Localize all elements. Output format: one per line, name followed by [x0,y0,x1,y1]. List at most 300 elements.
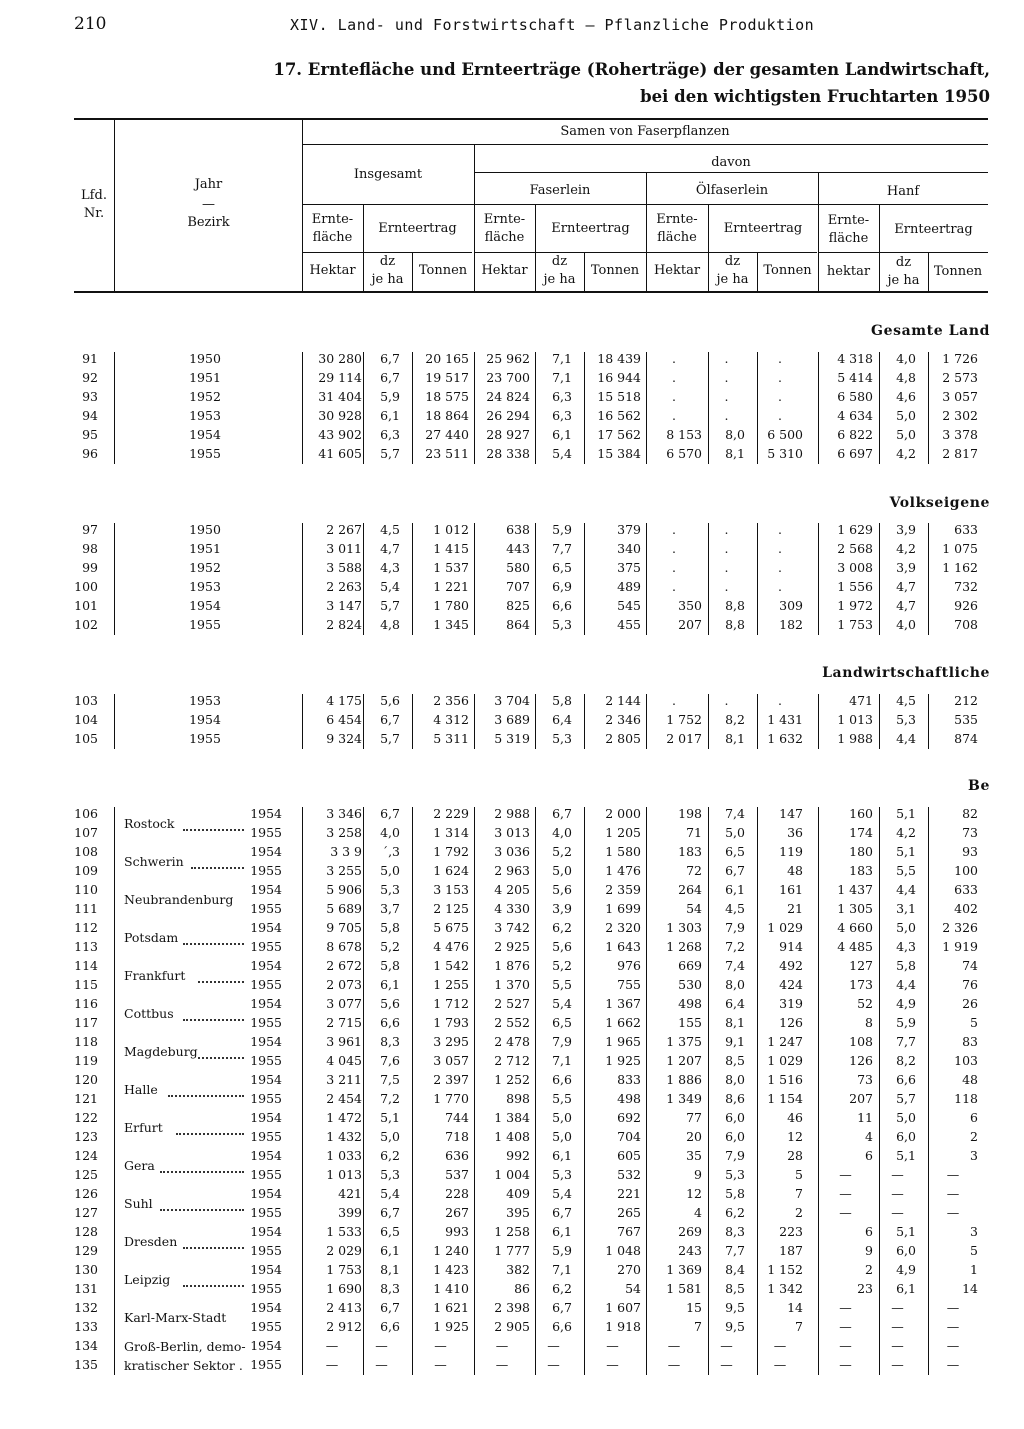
cell-value: 3 742 [494,920,530,935]
cell-value: 2 398 [494,1300,530,1315]
bezirk-name: Gera [124,1158,155,1173]
cell-value: 455 [617,617,641,632]
cell-value: — [547,1357,560,1372]
cell-value: 5,0 [552,1129,572,1144]
cell-value: 1 690 [326,1281,362,1296]
cell-value: 2 017 [666,731,702,746]
cell-value: 708 [954,617,978,632]
cell-value: 669 [678,958,702,973]
row-number: 135 [74,1357,98,1372]
cell-value: 76 [962,977,978,992]
cell-value: 1 516 [767,1072,803,1087]
row-number: 103 [74,693,98,708]
cell-value: 5,7 [896,1091,916,1106]
cell-value: 6 697 [837,446,873,461]
cell-value: 6,5 [552,1015,572,1030]
row-number: 119 [74,1053,98,1068]
cell-value: 5,5 [896,863,916,878]
cell-value: — [946,1205,960,1220]
cell-value: 1 780 [433,598,469,613]
section-label: Be [968,778,990,794]
cell-value: 8,5 [725,1281,745,1296]
cell-value: 6 [970,1110,978,1125]
cell-value: 1 432 [326,1129,362,1144]
cell-value: 718 [445,1129,469,1144]
cell-value: 5,8 [552,693,572,708]
cell-value: 5,5 [552,977,572,992]
row-number: 108 [74,844,98,859]
cell-value: 12 [686,1186,702,1201]
row-number: 96 [82,446,98,461]
bezirk-name: Rostock [124,816,175,831]
cell-value: — [839,1338,852,1353]
cell-value: 6,7 [380,1300,400,1315]
row-year: 1955 [250,1357,282,1372]
cell-value: 530 [678,977,702,992]
header-ernteertrag-2: Ernteertrag [551,221,630,236]
cell-value: 2 905 [494,1319,530,1334]
cell-value: 12 [787,1129,803,1144]
cell-value: 4,9 [896,1262,916,1277]
cell-value: 19 517 [425,370,469,385]
header-erntefl-3b: fläche [657,230,697,245]
cell-value: 8,1 [725,446,745,461]
cell-value: 5 310 [767,446,803,461]
cell-value: 183 [678,844,702,859]
cell-value: 1 029 [767,1053,803,1068]
cell-value: 7,4 [725,806,745,821]
header-bottom-rule [74,291,988,293]
cell-value: 7,6 [380,1053,400,1068]
cell-value: 6,2 [552,1281,572,1296]
cell-value: 4,2 [896,825,916,840]
cell-value: 5,8 [896,958,916,973]
cell-value: 4 045 [326,1053,362,1068]
cell-value: . [724,522,729,537]
cell-value: 26 294 [486,408,530,423]
cell-value: — [495,1357,509,1372]
cell-value: 3 057 [942,389,978,404]
cell-value: 1 255 [433,977,469,992]
cell-value: . [778,408,782,423]
cell-value: 41 605 [318,446,362,461]
cell-value: 4,4 [896,731,916,746]
bezirk-name: Suhl [124,1196,153,1211]
cell-value: 1 162 [942,560,978,575]
dot-leader [198,981,244,983]
row-number: 91 [82,351,98,366]
cell-value: 1 770 [433,1091,469,1106]
cell-value: 1 410 [433,1281,469,1296]
cell-value: 8,0 [725,1072,745,1087]
cell-value: 4,7 [896,598,916,613]
row-number: 102 [74,617,98,632]
row-number: 118 [74,1034,98,1049]
cell-value: 9,5 [725,1300,745,1315]
cell-value: 1 437 [837,882,873,897]
cell-value: 4,5 [380,522,400,537]
header-hektar-3: Hektar [653,263,701,278]
cell-value: 2 912 [326,1319,362,1334]
cell-value: . [724,351,729,366]
cell-value: 2 000 [605,806,641,821]
row-number: 113 [74,939,98,954]
cell-value: 48 [787,863,803,878]
cell-value: 1 629 [837,522,873,537]
row-number: 134 [74,1338,98,1353]
cell-value: 8,2 [896,1053,916,1068]
cell-value: 8 153 [666,427,702,442]
cell-value: 1 624 [433,863,469,878]
bezirk-name: Karl-Marx-Stadt [124,1310,227,1325]
row-year: 1955 [250,1053,282,1068]
cell-value: 4 330 [494,901,530,916]
cell-value: 3 3 9 [330,844,362,859]
cell-value: 8,8 [725,617,745,632]
cell-value: 6 500 [767,427,803,442]
header-tonnen-3: Tonnen [763,263,812,278]
cell-value: — [891,1300,904,1315]
cell-value: . [672,408,676,423]
cell-value: 580 [506,560,530,575]
cell-value: 187 [779,1243,803,1258]
cell-value: 6,1 [552,1224,572,1239]
header-rule-area-unit-3 [646,252,708,253]
cell-value: 15 518 [597,389,641,404]
cell-value: 8,5 [725,1053,745,1068]
section-vline-left [114,352,115,464]
bezirk-name: Frankfurt [124,968,186,983]
cell-value: 395 [506,1205,530,1220]
row-number: 100 [74,579,98,594]
cell-value: 1 013 [837,712,873,727]
cell-value: 2 712 [494,1053,530,1068]
cell-value: 183 [849,863,873,878]
cell-value: 605 [617,1148,641,1163]
cell-value: 23 [857,1281,873,1296]
cell-value: 6 454 [326,712,362,727]
cell-value: 2 302 [942,408,978,423]
row-year: 1953 [189,693,221,708]
dot-leader [183,1285,244,1287]
cell-value: 636 [445,1148,469,1163]
cell-value: 4 312 [433,712,469,727]
cell-value: 2 672 [326,958,362,973]
row-year: 1954 [250,1224,282,1239]
row-number: 128 [74,1224,98,1239]
cell-value: 3 013 [494,825,530,840]
cell-value: 6,4 [552,712,572,727]
cell-value: 5 311 [433,731,469,746]
cell-value: 5 689 [326,901,362,916]
cell-value: . [724,408,729,423]
cell-value: 6,7 [380,370,400,385]
cell-value: 73 [962,825,978,840]
header-jahr: Jahr [194,177,223,192]
row-year: 1954 [250,806,282,821]
row-number: 93 [82,389,98,404]
cell-value: . [672,693,676,708]
row-number: 122 [74,1110,98,1125]
cell-value: 160 [849,806,873,821]
cell-value: 5,9 [896,1015,916,1030]
cell-value: 2 824 [326,617,362,632]
cell-value: 633 [954,882,978,897]
cell-value: 1 268 [666,939,702,954]
cell-value: 3,9 [896,522,916,537]
cell-value: 5,0 [896,408,916,423]
cell-value: — [946,1167,960,1182]
cell-value: 3 211 [326,1072,362,1087]
cell-value: 6,5 [380,1224,400,1239]
cell-value: 3,1 [896,901,916,916]
cell-value: 6,9 [552,579,572,594]
cell-value: 1 918 [605,1319,641,1334]
cell-value: — [495,1338,509,1353]
cell-value: 1 252 [494,1072,530,1087]
row-year: 1954 [250,882,282,897]
cell-value: 2 125 [433,901,469,916]
table-title: 17. Erntefläche und Ernteerträge (Roherträge) der gesamten Landwirtschaft, [273,60,990,79]
cell-value: 5,0 [896,1110,916,1125]
cell-value: 6,7 [380,1205,400,1220]
cell-value: — [946,1357,960,1372]
bezirk-name: Neubrandenburg [124,892,234,907]
row-year: 1954 [250,920,282,935]
cell-value: 340 [617,541,641,556]
cell-value: 4 175 [326,693,362,708]
cell-value: 1 367 [605,996,641,1011]
header-nr: Nr. [83,206,105,221]
cell-value: 6,7 [380,712,400,727]
cell-value: . [778,693,782,708]
cell-value: 1 972 [837,598,873,613]
cell-value: 2 073 [326,977,362,992]
cell-value: 4,5 [896,693,916,708]
cell-value: 1 533 [326,1224,362,1239]
header-rule-area-unit-2 [474,252,535,253]
cell-value: 31 404 [318,389,362,404]
cell-value: — [667,1338,681,1353]
cell-value: 82 [962,806,978,821]
cell-value: — [839,1167,852,1182]
cell-value: 9 324 [326,731,362,746]
cell-value: 3 [970,1148,978,1163]
cell-value: 7,5 [380,1072,400,1087]
cell-value: 9,5 [725,1319,745,1334]
cell-value: 5,9 [552,522,572,537]
header-dz-1: dz [379,254,396,269]
row-number: 99 [82,560,98,575]
cell-value: 532 [617,1167,641,1182]
cell-value: 223 [779,1224,803,1239]
cell-value: 498 [617,1091,641,1106]
cell-value: . [724,370,729,385]
row-year: 1955 [189,446,221,461]
cell-value: 1 925 [605,1053,641,1068]
cell-value: 5,9 [552,1243,572,1258]
cell-value: 375 [617,560,641,575]
cell-value: 6,1 [725,882,745,897]
cell-value: 744 [445,1110,469,1125]
cell-value: 3 036 [494,844,530,859]
cell-value: 5,1 [896,844,916,859]
cell-value: 2 817 [942,446,978,461]
header-hektar-4: hektar [826,264,871,279]
cell-value: 992 [506,1148,530,1163]
dot-leader [183,829,244,831]
header-tonnen-2: Tonnen [590,263,640,278]
cell-value: 825 [506,598,530,613]
header-jahr-dash: — [202,197,215,212]
cell-value: 8,3 [380,1034,400,1049]
cell-value: 2 [970,1129,978,1144]
cell-value: 29 114 [318,370,362,385]
cell-value: 9 [694,1167,702,1182]
section-label: Volkseigene [889,495,990,511]
cell-value: 309 [779,598,803,613]
cell-value: — [946,1300,960,1315]
cell-value: 4,5 [725,901,745,916]
cell-value: 6,1 [380,408,400,423]
cell-value: 1 423 [433,1262,469,1277]
cell-value: 7,1 [552,1053,572,1068]
cell-value: 15 384 [597,446,641,461]
cell-value: 471 [849,693,873,708]
cell-value: 6,2 [552,920,572,935]
cell-value: 2 397 [433,1072,469,1087]
cell-value: . [778,351,782,366]
cell-value: 20 [686,1129,702,1144]
cell-value: 7,9 [725,1148,745,1163]
cell-value: 492 [779,958,803,973]
cell-value: . [778,389,782,404]
cell-value: 71 [686,825,702,840]
row-number: 109 [74,863,98,878]
header-erntefl-2a: Ernte- [483,212,526,227]
row-number: 107 [74,825,98,840]
cell-value: 3 295 [433,1034,469,1049]
cell-value: 6,0 [725,1129,745,1144]
cell-value: 5,1 [896,806,916,821]
cell-value: — [839,1357,852,1372]
row-number: 115 [74,977,98,992]
cell-value: 402 [954,901,978,916]
cell-value: 1 752 [666,712,702,727]
cell-value: 5,0 [896,427,916,442]
cell-value: 1 753 [837,617,873,632]
cell-value: 4,7 [896,579,916,594]
cell-value: 5,4 [380,1186,400,1201]
cell-value: 8,2 [725,712,745,727]
cell-value: 6,1 [896,1281,916,1296]
cell-value: 4,2 [896,541,916,556]
cell-value: — [375,1357,388,1372]
header-rule-groups [302,204,988,205]
cell-value: 1 029 [767,920,803,935]
cell-value: . [724,560,729,575]
cell-value: 127 [849,958,873,973]
cell-value: 1 349 [666,1091,702,1106]
cell-value: 424 [779,977,803,992]
row-year: 1950 [189,522,221,537]
header-dz-3: dz [724,254,741,269]
cell-value: 1 632 [767,731,803,746]
cell-value: 5,5 [552,1091,572,1106]
header-davon: davon [711,155,751,170]
cell-value: 1 699 [605,901,641,916]
cell-value: 6,7 [725,863,745,878]
header-erntefl-2b: fläche [484,230,525,245]
cell-value: 692 [617,1110,641,1125]
cell-value: 8,0 [725,427,745,442]
header-erntefl-1a: Ernte- [311,212,354,227]
cell-value: 228 [445,1186,469,1201]
cell-value: 8,0 [725,977,745,992]
header-ernteertrag-4: Ernteertrag [894,222,973,237]
row-year: 1955 [250,1091,282,1106]
cell-value: — [434,1357,447,1372]
cell-value: 2 988 [494,806,530,821]
cell-value: 5,6 [380,693,400,708]
cell-value: 6,1 [380,977,400,992]
cell-value: 5,7 [380,598,400,613]
dot-leader [160,1171,244,1173]
cell-value: 6,7 [380,351,400,366]
cell-value: 5 675 [433,920,469,935]
cell-value: 83 [962,1034,978,1049]
cell-value: 1 580 [605,844,641,859]
cell-value: — [606,1357,619,1372]
header-erntefl-1b: fläche [312,230,353,245]
cell-value: 1 152 [767,1262,803,1277]
cell-value: 6,0 [896,1129,916,1144]
cell-value: 1 384 [494,1110,530,1125]
cell-value: 5,3 [725,1167,745,1182]
row-year: 1952 [189,560,221,575]
cell-value: 7,1 [552,351,572,366]
cell-value: 7,1 [552,1262,572,1277]
row-number: 94 [82,408,98,423]
row-number: 101 [74,598,98,613]
cell-value: 161 [779,882,803,897]
cell-value: 93 [962,844,978,859]
cell-value: 14 [787,1300,803,1315]
cell-value: 5,6 [552,882,572,897]
cell-value: 269 [678,1224,702,1239]
cell-value: 5,8 [725,1186,745,1201]
cell-value: 5,0 [380,1129,400,1144]
cell-value: 2 144 [605,693,641,708]
cell-value: 1 876 [494,958,530,973]
cell-value: 5,3 [380,882,400,897]
cell-value: 5,6 [552,939,572,954]
cell-value: . [778,522,782,537]
cell-value: 6 580 [837,389,873,404]
cell-value: 1 207 [666,1053,702,1068]
row-year: 1954 [250,844,282,859]
cell-value: 1 221 [433,579,469,594]
cell-value: 8,1 [725,731,745,746]
cell-value: 5 [795,1167,803,1182]
dot-leader [183,943,244,945]
cell-value: 28 927 [486,427,530,442]
cell-value: . [778,370,782,385]
header-jeha-4: je ha [887,273,920,288]
cell-value: 498 [678,996,702,1011]
bezirk-name: Potsdam [124,930,179,945]
cell-value: 5,8 [380,920,400,935]
